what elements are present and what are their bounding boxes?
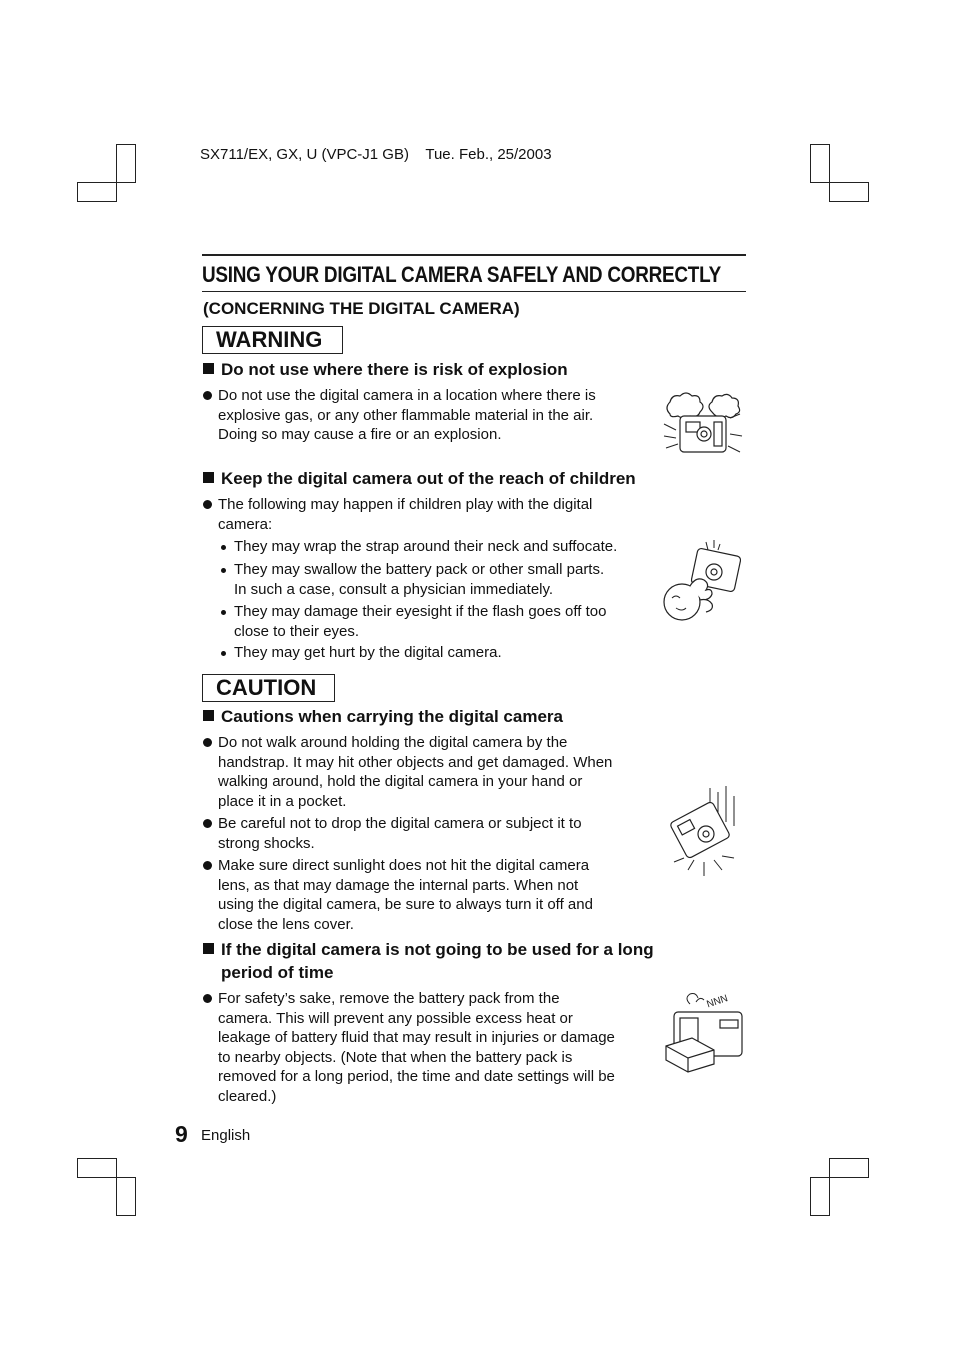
explosion-camera-illustration [660, 388, 746, 460]
camera-battery-illustration [660, 986, 746, 1080]
section-heading-long-period: If the digital camera is not going to be used for a long period of time [203, 938, 654, 984]
bullet-icon [203, 994, 212, 1003]
bullet-text: The following may happen if children play with the digital camera: [218, 496, 593, 533]
crop-mark-br-vertical [810, 1177, 830, 1216]
sub-bullet-icon [221, 545, 226, 550]
section-heading-explosion: Do not use where there is risk of explosion [203, 358, 568, 381]
section-heading-carrying: Cautions when carrying the digital camera [203, 705, 563, 728]
model-header: SX711/EX, GX, U (VPC-J1 GB) Tue. Feb., 25/2003 [200, 146, 552, 163]
sub-bullet-text: They may wrap the strap around their neck and suffocate. [234, 538, 618, 555]
crop-mark-br-horizontal [829, 1158, 869, 1178]
sub-bullet-text: They may damage their eyesight if the flash goes off too close to their eyes. [234, 603, 607, 640]
sub-bullet-icon [221, 610, 226, 615]
bullet-text: Do not use the digital camera in a location where there is explosive gas, or any other flammable material in the air. Doing so may cause a fire or an explosion. [218, 387, 596, 443]
crop-mark-tr-vertical [810, 144, 830, 183]
bullet-icon [203, 861, 212, 870]
square-bullet-icon [203, 472, 214, 483]
sub-bullet-icon [221, 568, 226, 573]
bullet-text: Do not walk around holding the digital camera by the handstrap. It may hit other objects and get damaged. When walking around, hold the digital camera in your hand or place it in a pocket. [218, 734, 613, 810]
crop-mark-bl-horizontal [77, 1158, 117, 1178]
sub-bullet-text: They may get hurt by the digital camera. [234, 644, 502, 661]
square-bullet-icon [203, 943, 214, 954]
warning-label: WARNING [202, 326, 343, 354]
crop-mark-tl-horizontal [77, 182, 117, 202]
crop-mark-tl-vertical [116, 144, 136, 183]
bullet-text: Be careful not to drop the digital camera or subject it to strong shocks. [218, 815, 582, 852]
page-number: 9 [175, 1121, 188, 1147]
language-label: English [201, 1127, 251, 1144]
bullet-text: Make sure direct sunlight does not hit the digital camera lens, as that may damage the internal parts. When not using the digital camera, be sure to always turn it off and close the lens cover. [218, 857, 593, 933]
heat-lines-text: NNN [705, 993, 730, 1011]
caution-label: CAUTION [202, 674, 335, 702]
crop-mark-bl-vertical [116, 1177, 136, 1216]
bullet-icon [203, 391, 212, 400]
bullet-icon [203, 738, 212, 747]
section-heading-children: Keep the digital camera out of the reach of children [203, 467, 636, 490]
bullet-icon [203, 819, 212, 828]
page-title: USING YOUR DIGITAL CAMERA SAFELY AND CORRECTLY [202, 262, 722, 287]
child-camera-illustration [660, 538, 744, 622]
sub-bullet-icon [221, 651, 226, 656]
square-bullet-icon [203, 710, 214, 721]
bullet-text: For safety’s sake, remove the battery pack from the camera. This will prevent any possible excess heat or leakage of battery fluid that may result in injuries or damage to nearby objects. (Note that when the battery pack is removed for a long period, the time and date settings will be cleared.) [218, 990, 615, 1105]
dropped-camera-illustration [660, 786, 744, 880]
page-title-band [202, 254, 746, 292]
crop-mark-tr-horizontal [829, 182, 869, 202]
square-bullet-icon [203, 363, 214, 374]
bullet-icon [203, 500, 212, 509]
sub-bullet-text: They may swallow the battery pack or other small parts. In such a case, consult a physician immediately. [234, 561, 605, 598]
page-subtitle: (CONCERNING THE DIGITAL CAMERA) [203, 299, 520, 318]
